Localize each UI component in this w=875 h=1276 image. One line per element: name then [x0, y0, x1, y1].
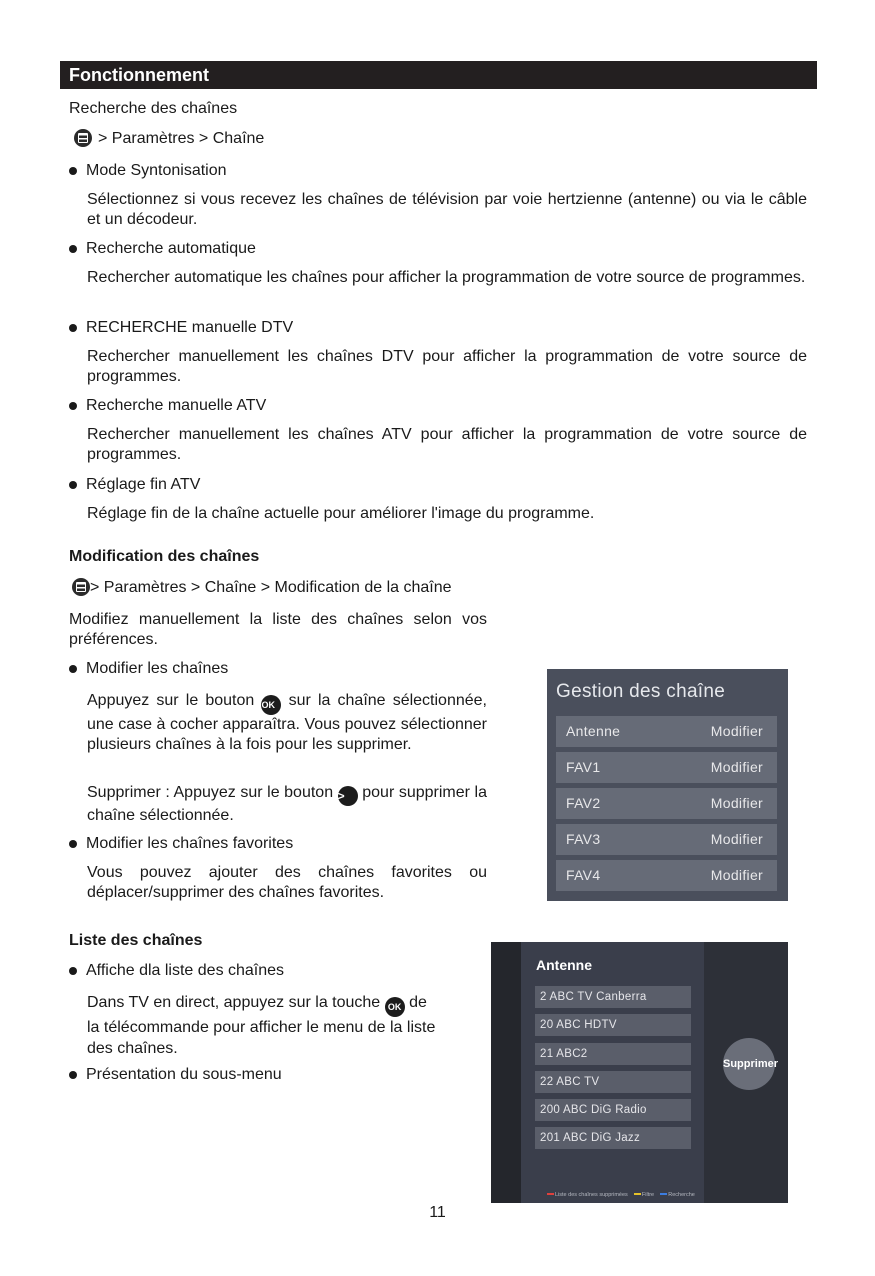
desc-text: pour supprimer la chaîne sélectionnée. [87, 784, 487, 824]
right-button-icon: > [338, 786, 358, 806]
legend-yellow-marker [634, 1193, 641, 1195]
row-action: Modifier [710, 723, 763, 739]
legend-blue-marker [660, 1193, 667, 1195]
channel-item[interactable]: 2 ABC TV Canberra [535, 986, 691, 1008]
bullet-item: Mode Syntonisation [86, 162, 227, 179]
menu-path [74, 129, 264, 149]
legend-bar [547, 1192, 695, 1198]
channel-item[interactable]: 20 ABC HDTV [535, 1014, 691, 1036]
row-action: Modifier [710, 831, 763, 847]
row-action: Modifier [710, 795, 763, 811]
delete-button[interactable]: Supprimer [723, 1038, 775, 1090]
legend-label: Recherche [668, 1192, 695, 1198]
channel-list-panel [491, 942, 788, 1203]
ok-button-icon: OK [385, 997, 405, 1017]
item-description: Sélectionnez si vous recevez les chaînes de télévision par voie hertzienne (antenne) ou via le câble et un décodeur. [87, 191, 807, 228]
item-description [87, 691, 487, 755]
row-name: FAV4 [566, 867, 601, 883]
bullet-item: Modifier les chaînes favorites [86, 835, 294, 852]
desc-text: Appuyez sur le bouton [87, 692, 255, 709]
desc-text: de la télécommande pour afficher le menu de la liste des chaînes. [87, 994, 436, 1057]
desc-text: Supprimer : Appuyez sur le bouton [87, 784, 334, 801]
row-name: Antenne [566, 723, 621, 739]
menu-icon [72, 578, 90, 596]
item-description [87, 783, 487, 826]
bullet-item: RECHERCHE manuelle DTV [86, 319, 294, 336]
panel-row-fav2[interactable] [556, 788, 777, 819]
bullet-item: Recherche manuelle ATV [86, 397, 267, 414]
section-title-liste: Liste des chaînes [69, 932, 203, 949]
bullet-item: Recherche automatique [86, 240, 256, 257]
bullet-item: Affiche dla liste des chaînes [86, 962, 285, 979]
section-intro: Modifiez manuellement la liste des chaînes selon vos préférences. [69, 611, 487, 648]
ok-button-icon: OK [261, 695, 281, 715]
panel-row-fav4[interactable] [556, 860, 777, 891]
item-description: Rechercher automatique les chaînes pour afficher la programmation de votre source de programmes. [87, 269, 806, 286]
section-title-modification: Modification des chaînes [69, 548, 260, 565]
panel-row-antenne[interactable] [556, 716, 777, 747]
item-description: Rechercher manuellement les chaînes ATV pour afficher la programmation de votre source de programmes. [87, 426, 807, 463]
legend-red-marker [547, 1193, 554, 1195]
row-action: Modifier [710, 867, 763, 883]
panel-side-strip [491, 942, 521, 1203]
desc-text: sur la chaîne sélectionnée, une case à cocher apparaîtra. Vous pouvez sélectionner plusieurs chaînes à la fois pour les supprimer. [87, 692, 487, 753]
item-description [87, 992, 437, 1059]
menu-path-text: > Paramètres > Chaîne [98, 130, 265, 147]
row-name: FAV1 [566, 759, 601, 775]
menu-path [72, 578, 452, 598]
channel-item[interactable]: 22 ABC TV [535, 1071, 691, 1093]
desc-text: Dans TV en direct, appuyez sur la touche [87, 994, 381, 1011]
channel-item[interactable]: 21 ABC2 [535, 1043, 691, 1065]
item-description: Vous pouvez ajouter des chaînes favorites ou déplacer/supprimer des chaînes favorites. [87, 864, 487, 901]
section-header: Fonctionnement [60, 61, 817, 89]
section-title-recherche: Recherche des chaînes [69, 100, 238, 117]
row-name: FAV3 [566, 831, 601, 847]
page-number: 11 [429, 1204, 446, 1221]
bullet-item: Présentation du sous-menu [86, 1066, 282, 1083]
menu-path-text: > Paramètres > Chaîne > Modification de la chaîne [90, 579, 452, 596]
item-description: Rechercher manuellement les chaînes DTV pour afficher la programmation de votre source de programmes. [87, 348, 807, 385]
panel-title: Gestion des chaîne [556, 681, 726, 702]
row-name: FAV2 [566, 795, 601, 811]
channel-item[interactable]: 200 ABC DiG Radio [535, 1099, 691, 1121]
panel-row-fav1[interactable] [556, 752, 777, 783]
bullet-item: Modifier les chaînes [86, 660, 229, 677]
channel-management-panel [547, 669, 788, 901]
item-description: Réglage fin de la chaîne actuelle pour améliorer l'image du programme. [87, 505, 595, 522]
panel-title: Antenne [536, 957, 592, 973]
channel-item[interactable]: 201 ABC DiG Jazz [535, 1127, 691, 1149]
legend-label: Filtre [641, 1192, 655, 1198]
bullet-item: Réglage fin ATV [86, 476, 201, 493]
row-action: Modifier [710, 759, 763, 775]
panel-row-fav3[interactable] [556, 824, 777, 855]
legend-label: Liste des chaînes supprimées [555, 1192, 628, 1198]
menu-icon [74, 129, 92, 147]
